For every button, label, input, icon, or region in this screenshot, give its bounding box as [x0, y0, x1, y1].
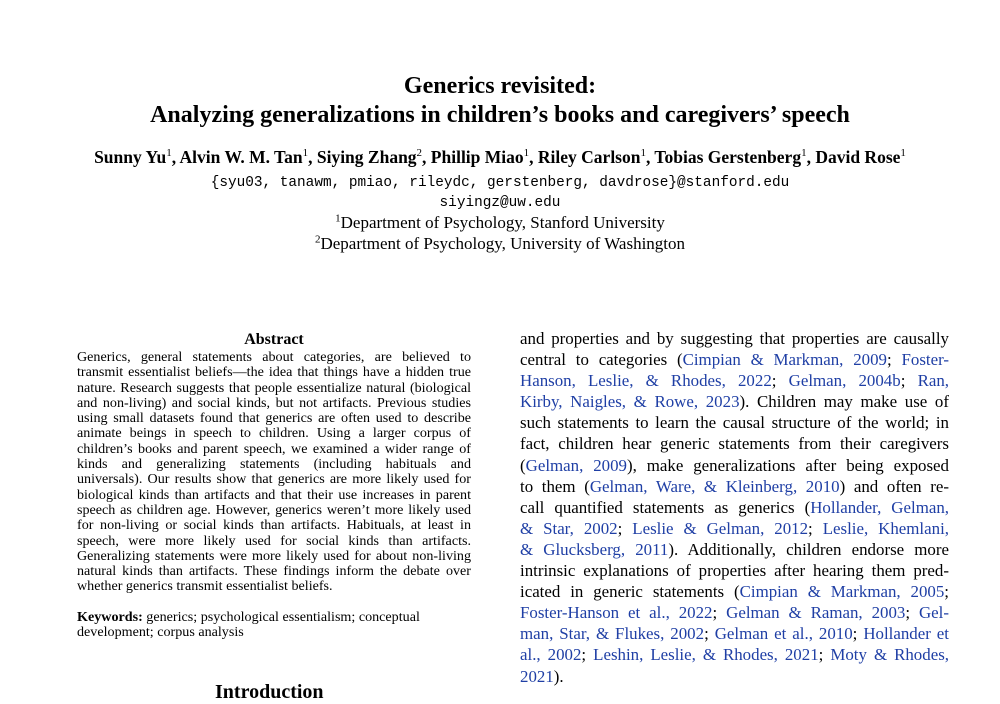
body-text: ; [712, 603, 727, 623]
body-text: ; [704, 624, 715, 644]
body-text-line [520, 560, 949, 581]
author-affiliation-mark: 1 [801, 147, 807, 160]
body-text: intrinsic explanations of properties after hearing them pred- [520, 561, 949, 581]
body-text: ; [852, 624, 864, 644]
affiliation-1 [0, 212, 1000, 233]
author-name: Phillip Miao [430, 147, 524, 167]
affiliation-2-number: 2 [314, 233, 321, 246]
affiliation-1-text: Department of Psychology, Stanford University [340, 213, 665, 232]
author-affiliation-mark: 1 [166, 147, 172, 160]
citation-link[interactable]: Leslie, Khemlani, [822, 518, 949, 538]
author-affiliation-mark: 1 [640, 147, 646, 160]
keywords-text: generics; psychological essentialism; conceptual development; corpus analysis [77, 608, 420, 641]
body-text-line [520, 391, 949, 412]
body-text: ; [808, 518, 823, 538]
author-list: Sunny Yu$^1$, Alvin W. M. Tan$^1$, Siying Zhang$^2$, Phillip Miao$^1$, Riley Carlson$^1$, Tobias Gerstenberg$^1$, David Rose$^1$ [94, 147, 906, 167]
title-line-2: Analyzing generalizations in children’s books and caregivers’ speech [150, 102, 850, 128]
body-text: call quantified statements as generics ( [520, 497, 811, 517]
citation-link[interactable]: Hanson, Leslie, & Rhodes, 2022 [520, 371, 772, 391]
affiliation-2-text: Department of Psychology, University of Washington [320, 234, 686, 253]
body-text: ; [905, 603, 919, 623]
keywords [77, 610, 471, 641]
body-text-line [520, 349, 949, 370]
citation-link[interactable]: Moty & Rhodes, [830, 645, 949, 665]
citation-link[interactable]: Foster- [901, 350, 950, 370]
citation-link[interactable]: Gelman, 2004b [788, 371, 901, 391]
body-text: ; [581, 645, 594, 665]
title-line-1: Generics revisited: [403, 73, 597, 99]
author-affiliation-mark: 1 [523, 147, 530, 160]
body-text-line [520, 370, 949, 391]
affiliations [0, 212, 1000, 254]
body-text: ( [520, 455, 526, 475]
body-text-line [520, 433, 949, 454]
author-name: Alvin W. M. Tan [179, 147, 303, 167]
body-text: ; [900, 371, 918, 391]
introduction-heading: Introduction [215, 681, 324, 703]
citation-link[interactable]: 2021 [520, 666, 554, 686]
body-text: central to categories ( [520, 350, 683, 370]
paper-title [0, 72, 1000, 130]
author-name: Riley Carlson [537, 147, 641, 167]
affiliation-2 [0, 233, 1000, 254]
body-text: fact, children hear generic statements from their caregivers [520, 434, 949, 454]
abstract-text: Generics, general statements about categories, are believed to transmit essentialist beliefs—the idea that things have a hidden true nature. Research suggests that people essentialize natural (biological and non-living) and social kinds, but not artifacts. Previous studies using small datasets found that generics are often used to describe animate beings in speech to children. Using a larger corpus of children’s books and parent speech, we examined a wider range of kinds and generalizing statements (including habituals and universals). Our results show that generics are more likely used for biological kinds than artifacts and that their use increases in parent speech as children age. However, generics weren’t more likely used for non-living or social kinds than artifacts. Habituals, at least in speech, were more likely used for social kinds than artifacts. Generalizing statements were more likely used for about non-living natural kinds than artifacts. These findings inform the debate over whether generics transmit essentialist beliefs. [77, 349, 471, 595]
right-column-body [520, 328, 949, 687]
body-text: ). Additionally, children endorse more [668, 539, 949, 559]
body-text: ) and often re- [839, 476, 949, 496]
citation-link[interactable]: Hollander et [863, 624, 949, 644]
author-name: Sunny Yu [94, 147, 167, 167]
citation-link[interactable]: Hollander, Gelman, [810, 497, 949, 517]
author-emails [0, 173, 1000, 213]
citation-link[interactable]: Foster-Hanson et al., 2022 [520, 603, 713, 623]
citation-link[interactable]: Cimpian & Markman, 2005 [739, 582, 945, 602]
body-text-line [520, 602, 949, 623]
citation-link[interactable]: Leshin, Leslie, & Rhodes, 2021 [593, 645, 819, 665]
body-text-line [520, 476, 949, 497]
body-text: ; [818, 645, 831, 665]
citation-link[interactable]: Kirby, Naigles, & Rowe, 2023 [520, 392, 740, 412]
body-text: ), make generalizations after being exposed [627, 455, 949, 475]
author-name: Siying Zhang [316, 147, 417, 167]
body-text-line [520, 412, 949, 433]
body-text: ). Children may make use of [739, 392, 950, 412]
body-text: and properties and by suggesting that properties are causally [520, 329, 949, 348]
citation-link[interactable]: Gelman, Ware, & Kleinberg, 2010 [589, 476, 840, 496]
body-text-line [520, 644, 949, 665]
citation-link[interactable]: Gelman, 2009 [525, 455, 627, 475]
author-name: Tobias Gerstenberg [654, 147, 802, 167]
body-text-line [520, 623, 949, 644]
citation-link[interactable]: Leslie & Gelman, 2012 [632, 518, 809, 538]
body-text-line [520, 581, 949, 602]
body-text-line [520, 539, 949, 560]
author-affiliation-mark: 1 [302, 147, 309, 160]
author-name: David Rose [815, 147, 901, 167]
body-text: such statements to learn the causal structure of the world; in [520, 413, 949, 433]
citation-link[interactable]: & Glucksberg, 2011 [520, 539, 669, 559]
citation-link[interactable]: Gelman et al., 2010 [714, 624, 853, 644]
citation-link[interactable]: Gelman & Raman, 2003 [726, 603, 906, 623]
body-text: ; [617, 518, 633, 538]
citation-link[interactable]: man, Star, & Flukes, 2002 [520, 624, 705, 644]
affiliation-1-number: 1 [335, 212, 341, 225]
body-text: ; [887, 350, 902, 370]
citation-link[interactable]: Ran, [917, 371, 949, 391]
keywords-label: Keywords: [77, 608, 143, 625]
email-line-uw: siyingz@uw.edu [439, 195, 561, 211]
body-text-line [520, 328, 949, 349]
body-text: icated in generic statements ( [520, 582, 740, 602]
citation-link[interactable]: al., 2002 [520, 645, 582, 665]
left-column [77, 331, 471, 640]
citation-link[interactable]: Gel- [918, 603, 949, 623]
body-text-line [520, 518, 949, 539]
body-text: ; [944, 582, 949, 602]
citation-link[interactable]: Cimpian & Markman, 2009 [682, 350, 887, 370]
email-line-stanford: {syu03, tanawm, pmiao, rileydc, gerstenberg, davdrose}@stanford.edu [210, 175, 790, 191]
body-text: ; [771, 371, 789, 391]
body-text-line [520, 455, 949, 476]
abstract-heading: Abstract [244, 331, 304, 348]
author-affiliation-mark: 1 [900, 147, 906, 160]
body-text: ). [553, 666, 564, 686]
citation-link[interactable]: & Star, 2002 [520, 518, 618, 538]
body-text-line [520, 497, 949, 518]
body-text-line [520, 666, 949, 687]
author-affiliation-mark: 2 [416, 147, 423, 160]
body-text: to them ( [520, 476, 590, 496]
